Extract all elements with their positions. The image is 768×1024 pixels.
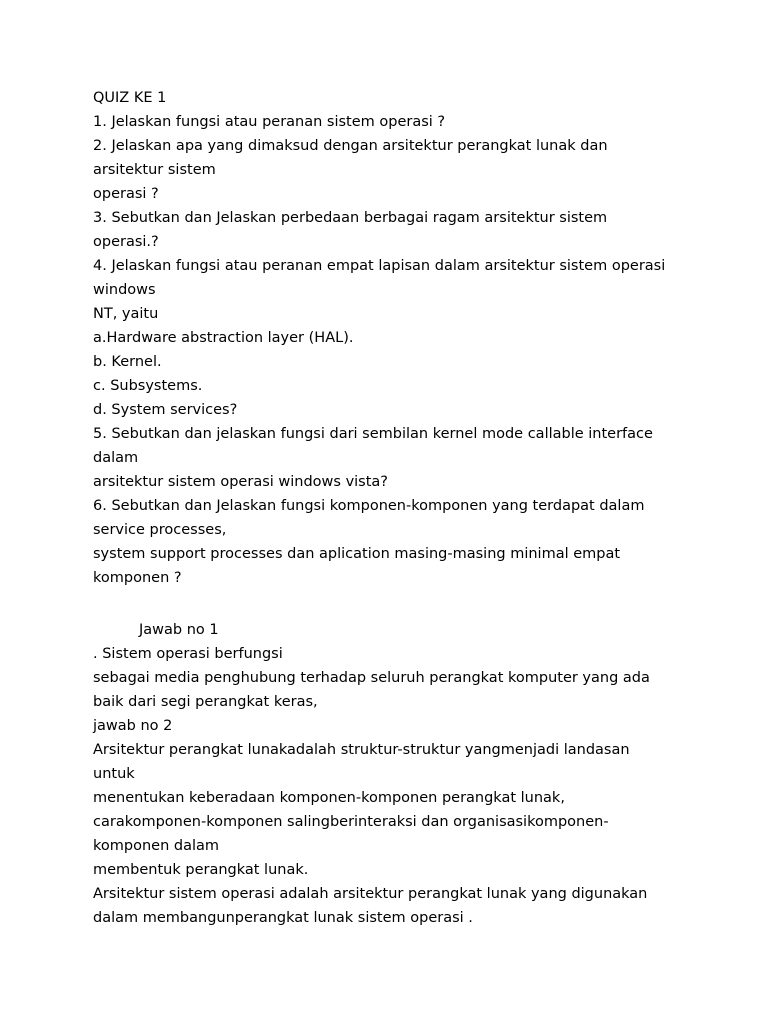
answer-2-line-2: untuk [93, 766, 135, 782]
question-3-line-1: 3. Sebutkan dan Jelaskan perbedaan berbagai ragam arsitektur sistem [93, 210, 608, 226]
quiz-title: QUIZ KE 1 [93, 90, 167, 106]
question-5-line-3: arsitektur sistem operasi windows vista? [93, 474, 388, 490]
question-6-line-1: 6. Sebutkan dan Jelaskan fungsi komponen-komponen yang terdapat dalam [93, 498, 645, 514]
question-4-line-1: 4. Jelaskan fungsi atau peranan empat lapisan dalam arsitektur sistem operasi [93, 258, 666, 274]
answer-2-line-8: dalam membangunperangkat lunak sistem operasi . [93, 910, 473, 926]
question-4-item-a: a.Hardware abstraction layer (HAL). [93, 330, 354, 346]
question-5-line-2: dalam [93, 450, 139, 466]
answer-1-line-1: . Sistem operasi berfungsi [93, 646, 283, 662]
question-4-item-d: d. System services? [93, 402, 238, 418]
answer-1-heading: Jawab no 1 [139, 622, 219, 638]
question-2-line-1: 2. Jelaskan apa yang dimaksud dengan arsitektur perangkat lunak dan [93, 138, 608, 154]
question-5-line-1: 5. Sebutkan dan jelaskan fungsi dari sembilan kernel mode callable interface [93, 426, 653, 442]
question-2-line-3: operasi ? [93, 186, 159, 202]
answer-2-heading: jawab no 2 [93, 718, 173, 734]
answer-2-line-4: carakomponen-komponen salingberinteraksi dan organisasikomponen- [93, 814, 609, 830]
question-6-line-4: komponen ? [93, 570, 182, 586]
answer-2-line-3: menentukan keberadaan komponen-komponen perangkat lunak, [93, 790, 565, 806]
answer-2-line-7: Arsitektur sistem operasi adalah arsitektur perangkat lunak yang digunakan [93, 886, 648, 902]
question-4-item-b: b. Kernel. [93, 354, 162, 370]
question-6-line-2: service processes, [93, 522, 227, 538]
answer-2-line-6: membentuk perangkat lunak. [93, 862, 309, 878]
question-6-line-3: system support processes dan aplication masing-masing minimal empat [93, 546, 621, 562]
question-3-line-2: operasi.? [93, 234, 159, 250]
question-1: 1. Jelaskan fungsi atau peranan sistem operasi ? [93, 114, 446, 130]
question-4-line-3: NT, yaitu [93, 306, 159, 322]
question-4-item-c: c. Subsystems. [93, 378, 203, 394]
quiz-section [93, 86, 733, 590]
answer-2-line-5: komponen dalam [93, 838, 219, 854]
question-2-line-2: arsitektur sistem [93, 162, 216, 178]
answer-1-line-2: sebagai media penghubung terhadap seluruh perangkat komputer yang ada [93, 670, 650, 686]
question-4-line-2: windows [93, 282, 156, 298]
answers-section [93, 618, 733, 930]
answer-1-line-3: baik dari segi perangkat keras, [93, 694, 318, 710]
answer-2-line-1: Arsitektur perangkat lunakadalah struktur-struktur yangmenjadi landasan [93, 742, 630, 758]
